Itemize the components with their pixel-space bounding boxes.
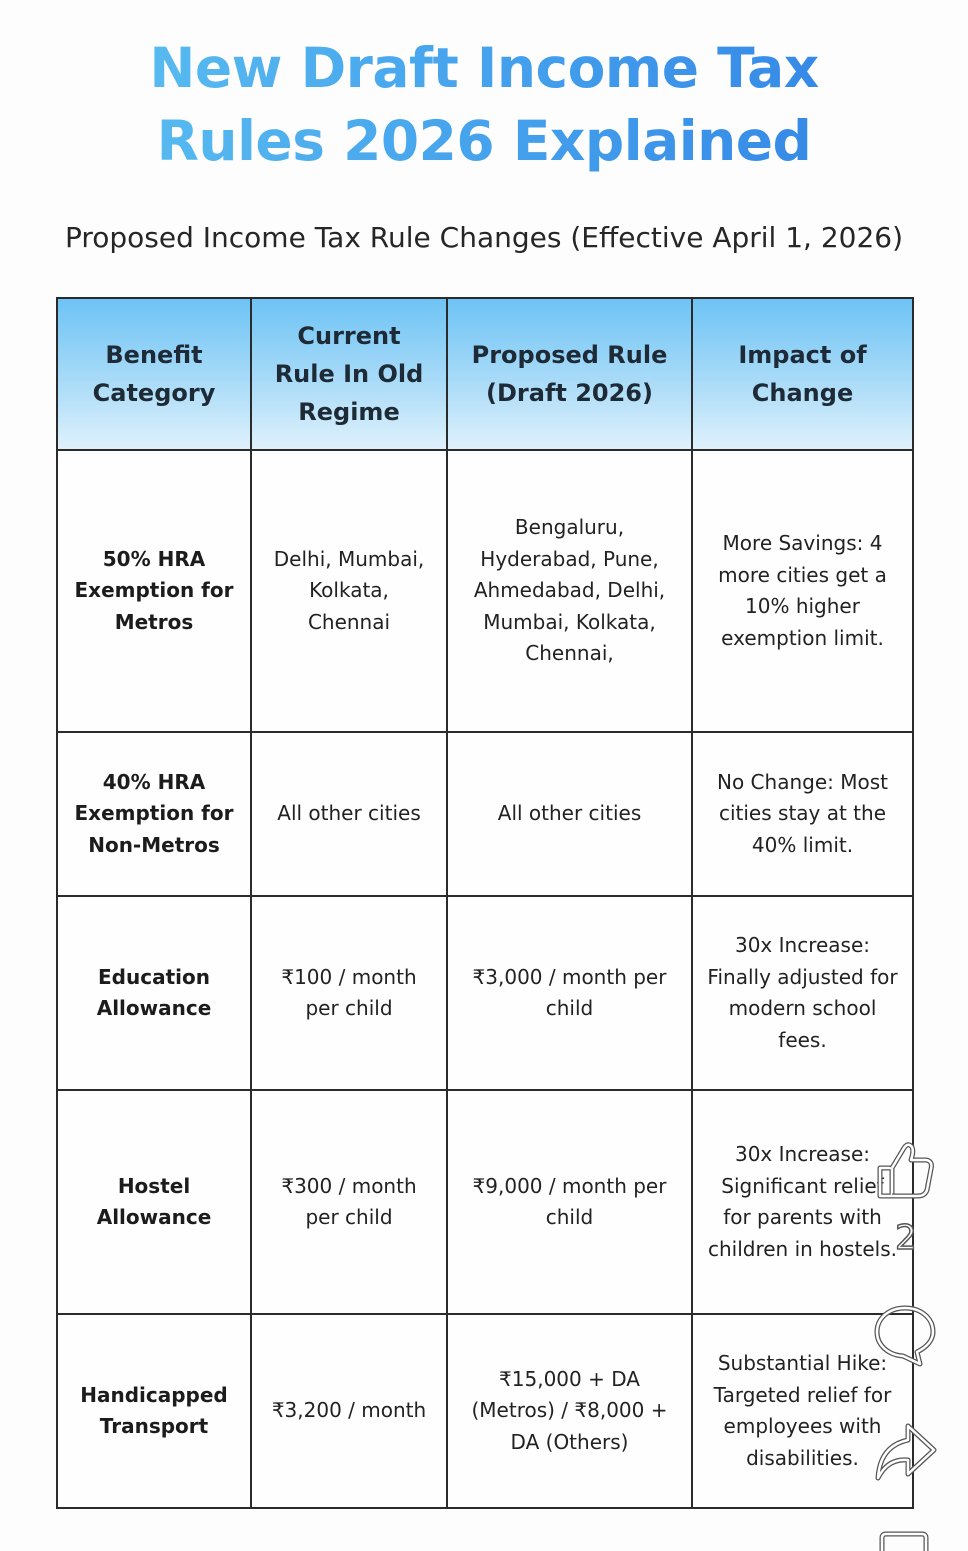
cell-current: Delhi, Mumbai, Kolkata, Chennai	[251, 450, 447, 732]
cell-impact: More Savings: 4 more cities get a 10% higher exemption limit.	[692, 450, 913, 732]
table-caption: Proposed Income Tax Rule Changes (Effective April 1, 2026)	[64, 221, 904, 254]
cell-proposed: All other cities	[447, 732, 692, 896]
cell-impact: 30x Increase: Significant relief for parents with children in hostels.	[692, 1090, 913, 1314]
table-row	[57, 450, 913, 732]
table-row	[57, 1314, 913, 1508]
cell-current: ₹300 / month per child	[251, 1090, 447, 1314]
title-line-1: New Draft Income Tax	[149, 36, 819, 100]
like-count: 2	[895, 1218, 917, 1258]
cell-proposed: ₹3,000 / month per child	[447, 896, 692, 1090]
like-button[interactable]	[872, 1138, 936, 1202]
cell-current: ₹3,200 / month	[251, 1314, 447, 1508]
cell-impact: Substantial Hike: Targeted relief for employees with disabilities.	[692, 1314, 913, 1508]
more-icon[interactable]	[876, 1530, 932, 1551]
thumbs-up-icon	[872, 1138, 936, 1202]
table-row	[57, 896, 913, 1090]
cell-current: ₹100 / month per child	[251, 896, 447, 1090]
cell-category: Education Allowance	[57, 896, 251, 1090]
comment-icon	[872, 1302, 938, 1368]
cell-proposed: Bengaluru, Hyderabad, Pune, Ahmedabad, Delhi, Mumbai, Kolkata, Chennai,	[447, 450, 692, 732]
cell-impact: 30x Increase: Finally adjusted for modern school fees.	[692, 896, 913, 1090]
comment-button[interactable]	[872, 1302, 938, 1368]
header-proposed-rule: Proposed Rule (Draft 2026)	[447, 298, 692, 450]
cell-category: 50% HRA Exemption for Metros	[57, 450, 251, 732]
cell-category: Handicapped Transport	[57, 1314, 251, 1508]
header-benefit-category: Benefit Category	[57, 298, 251, 450]
table-row	[57, 732, 913, 896]
tax-rules-table	[56, 297, 914, 1509]
cell-proposed: ₹15,000 + DA (Metros) / ₹8,000 + DA (Others)	[447, 1314, 692, 1508]
table-row	[57, 1090, 913, 1314]
page-title	[0, 32, 968, 178]
cell-current: All other cities	[251, 732, 447, 896]
cell-impact: No Change: Most cities stay at the 40% limit.	[692, 732, 913, 896]
cell-proposed: ₹9,000 / month per child	[447, 1090, 692, 1314]
share-icon	[872, 1420, 938, 1484]
title-line-2: Rules 2026 Explained	[156, 109, 812, 173]
partial-icon	[876, 1530, 932, 1551]
cell-category: 40% HRA Exemption for Non-Metros	[57, 732, 251, 896]
cell-category: Hostel Allowance	[57, 1090, 251, 1314]
header-current-rule: Current Rule In Old Regime	[251, 298, 447, 450]
table-header-row	[57, 298, 913, 450]
header-impact: Impact of Change	[692, 298, 913, 450]
share-button[interactable]	[872, 1420, 938, 1484]
